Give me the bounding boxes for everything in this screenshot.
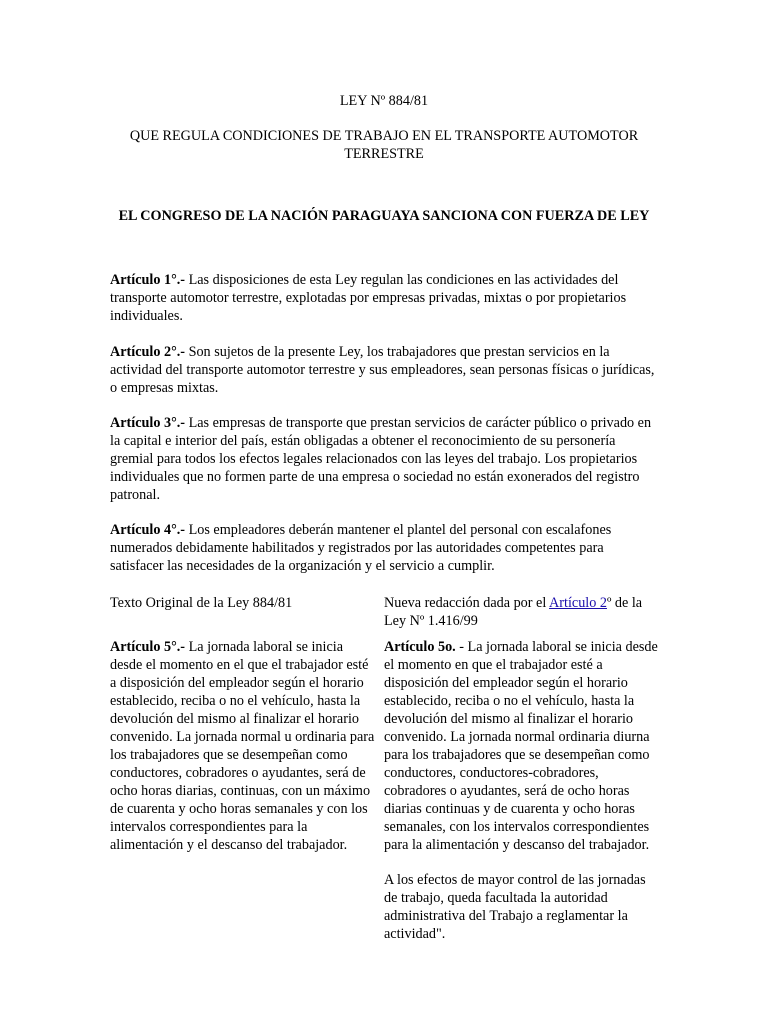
article-2-link[interactable]: Artículo 2 xyxy=(549,595,607,611)
article-label: Artículo 2°.- xyxy=(110,344,186,360)
article-3 xyxy=(110,414,658,504)
article-4 xyxy=(110,521,658,575)
article-label: Artículo 1°.- xyxy=(110,272,186,288)
original-text-heading: Texto Original de la Ley 884/81 xyxy=(110,595,293,611)
amended-text-column xyxy=(384,594,658,943)
article-5-amended xyxy=(384,638,658,854)
amendment-note: A los efectos de mayor control de las jornadas de trabajo, queda facultada la autoridad administrativa del Trabajo a reglamentar la actividad". xyxy=(384,872,646,942)
article-text: Los empleadores deberán mantener el plantel del personal con escalafones numerados debidamente habilitados y registrados por las autoridades competentes para satisfacer las necesidades de la organización y el servicio a cumplir. xyxy=(110,522,612,574)
law-title: LEY Nº 884/81 xyxy=(339,93,429,109)
article-text: Son sujetos de la presente Ley, los trabajadores que prestan servicios en la actividad del transporte automotor terrestre y sus empleadores, sean personas físicas o jurídicas, o empresas mixtas. xyxy=(110,344,655,396)
article-label: Artículo 5o. xyxy=(384,639,456,655)
article-2 xyxy=(110,343,658,397)
article-text: Las empresas de transporte que prestan servicios de carácter público o privado en la capital e interior del país, están obligadas a obtener el reconocimiento de su personería gremial para todos los efectos legales relacionados con las leyes del trabajo. Los propietarios individuales que no formen parte de una empresa o sociedad no están exonerados del registro patronal. xyxy=(110,415,652,503)
law-subtitle: QUE REGULA CONDICIONES DE TRABAJO EN EL TRANSPORTE AUTOMOTOR TERRESTRE xyxy=(129,128,639,162)
enactment-clause: EL CONGRESO DE LA NACIÓN PARAGUAYA SANCIONA CON FUERZA DE LEY xyxy=(118,208,650,224)
article-label: Artículo 3°.- xyxy=(110,415,186,431)
article-text: - La jornada laboral se inicia desde el momento en que el trabajador esté a disposición del empleador según el horario establecido, reciba o no el vehículo, hasta la devolución del mismo al finalizar el horario convenido. La jornada normal ordinaria diurna para los trabajadores que se desempeñan como conductores, conductores-cobradores, cobradores o ayudantes, será de ocho horas diarias continuas y de cuarenta y ocho horas semanales, con los intervalos correspondientes para la alimentación y descanso del trabajador. xyxy=(384,639,658,853)
article-text: Las disposiciones de esta Ley regulan las condiciones en las actividades del transporte automotor terrestre, explotadas por empresas privadas, mixtas o por propietarios individuales. xyxy=(110,272,627,324)
article-1 xyxy=(110,271,658,325)
article-label: Artículo 4°.- xyxy=(110,522,186,538)
original-text-column xyxy=(110,594,378,854)
article-text: La jornada laboral se inicia desde el momento en el que el trabajador esté a disposición del empleador según el horario establecido, reciba o no el vehículo, hasta la devolución del mismo al finalizar el horario convenido. La jornada normal u ordinaria para los trabajadores que se desempeñan como conductores, cobradores o ayudantes, será de ocho horas diarias, continuas, con un máximo de cuarenta y ocho horas semanales y con los intervalos correspondientes para la alimentación y el descanso del trabajador. xyxy=(110,639,375,853)
article-label: Artículo 5°.- xyxy=(110,639,186,655)
article-5-original xyxy=(110,638,378,854)
amended-text-heading: Nueva redacción dada por el Artículo 2º de la Ley Nº 1.416/99 xyxy=(384,595,643,629)
